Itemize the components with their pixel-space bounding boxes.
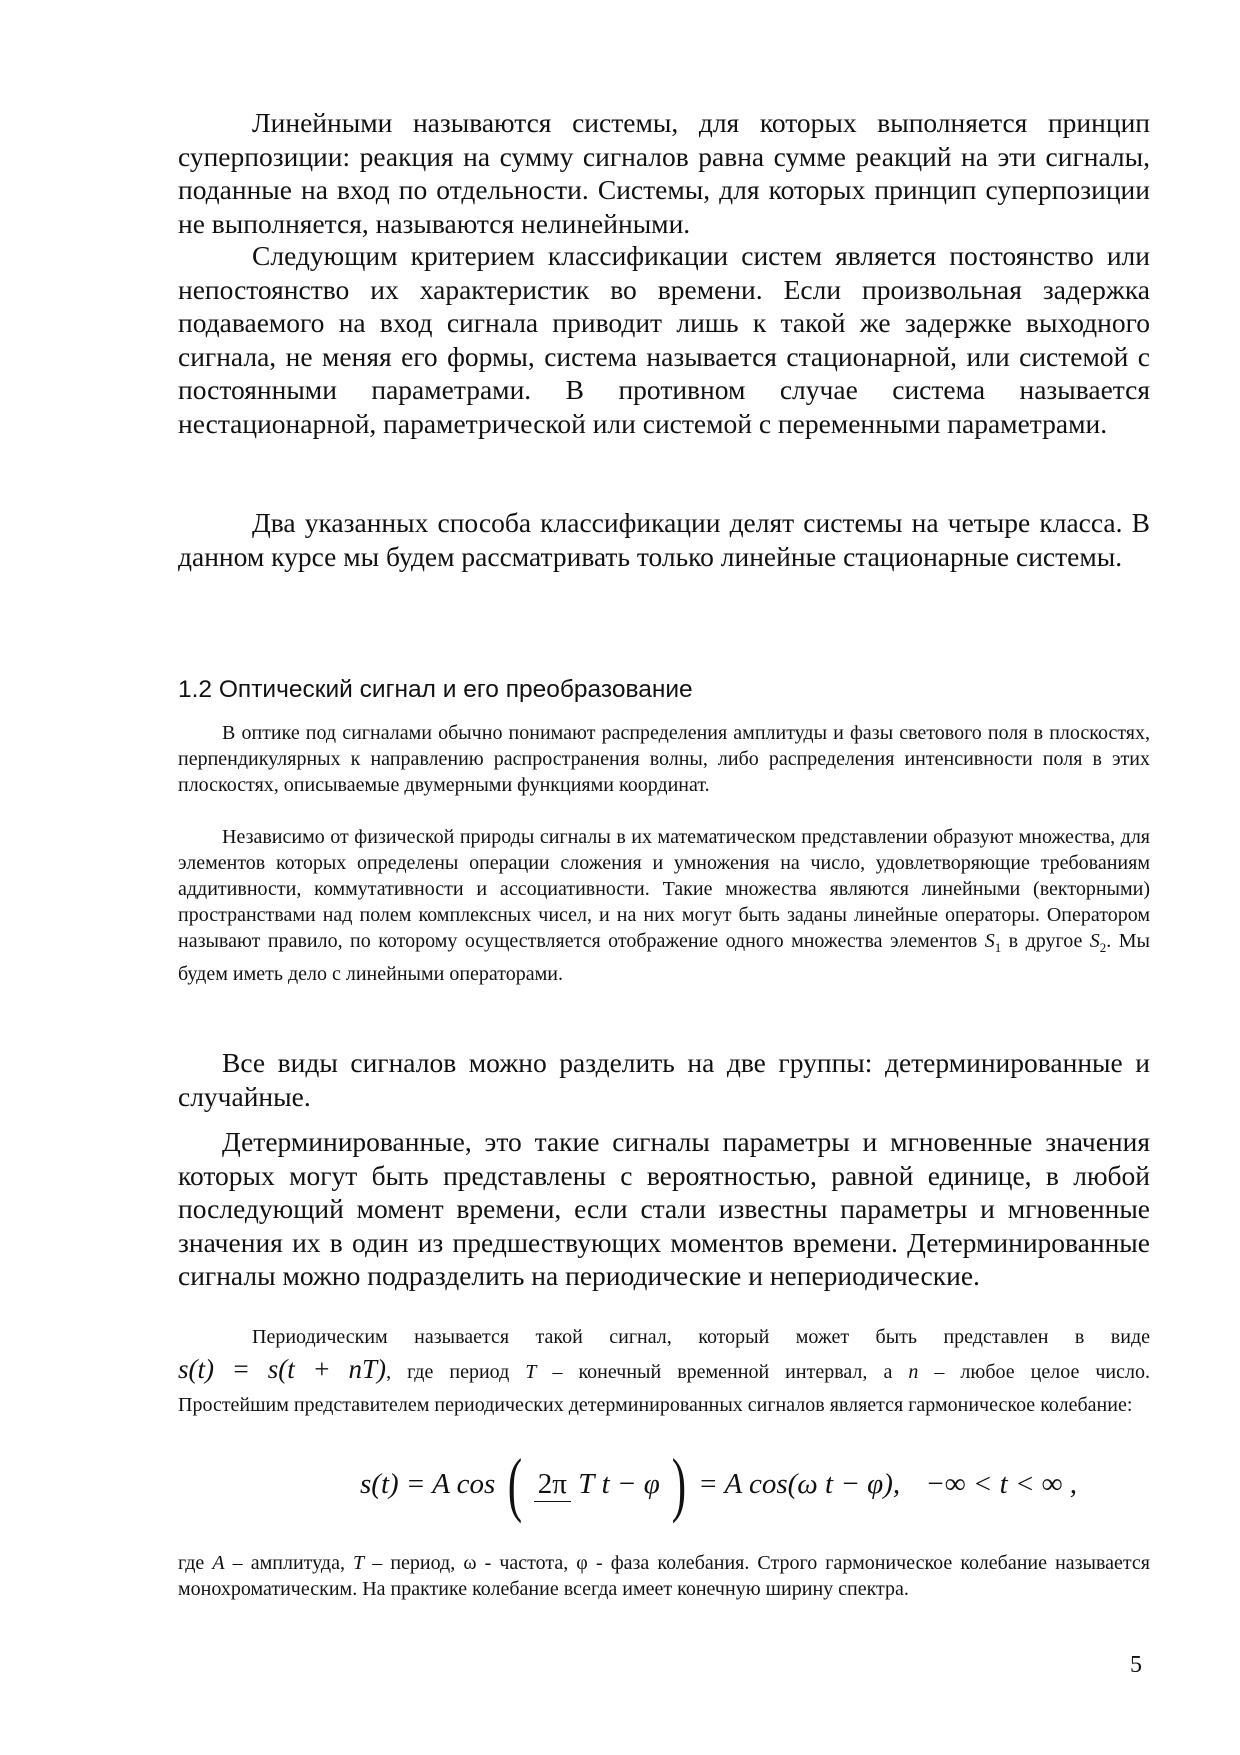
formula-range: −∞ < t < ∞ , bbox=[925, 1467, 1077, 1500]
formula-paren-open: ( bbox=[507, 1444, 522, 1524]
set-s2: S bbox=[1089, 930, 1100, 952]
periodic-line-1: Периодическим называется такой сигнал, который может быть представлен в виде bbox=[252, 1326, 1150, 1348]
periodic-line-2 bbox=[178, 1352, 1150, 1389]
formula-lhs: s(t) = A cos bbox=[360, 1467, 496, 1500]
paragraph-signal-groups: Все виды сигналов можно разделить на две группы: детерминированные и случайные. bbox=[178, 1047, 1150, 1112]
formula-fraction bbox=[534, 1466, 595, 1502]
paragraph-harmonic-definition bbox=[178, 1550, 1150, 1602]
formula-paren-close: ) bbox=[671, 1444, 687, 1524]
paragraph-classification: Два указанных способа классификации делят системы на четыре класса. В данном курсе мы будем рассматривать только линейные стационарные системы. bbox=[178, 507, 1150, 572]
inline-periodic-formula: s(t) = s(t + nT) bbox=[178, 1354, 387, 1384]
var-n: n bbox=[908, 1361, 919, 1383]
formula-after-fraction: t − φ bbox=[601, 1467, 660, 1500]
paragraph-stationary-systems: Следующим критерием классификации систем является постоянство или непостоянство их характеристик во времени. Если произвольная задержка подаваемого на вход сигнала приводит лишь к такой же задержке выходного сигнала, не меняя его формы, система называется стационарной, или системой с постоянными параметрами. В противном случае система называется нестационарной, параметрической или системой с переменными параметрами. bbox=[178, 240, 1150, 439]
final-text-b: – амплитуда, bbox=[224, 1552, 354, 1574]
paragraph-linear-systems: Линейными называются системы, для которых выполняется принцип суперпозиции: реакция на сумму сигналов равна сумме реакций на эти сигналы, поданные на вход по отдельности. Системы, для которых принцип суперпозиции не выполняется, называются нелинейными. bbox=[178, 107, 1150, 239]
set-s2-sub: 2 bbox=[1099, 940, 1107, 955]
periodic-text-c: – любое целое число. bbox=[918, 1361, 1150, 1383]
paragraph-optics-signals: В оптике под сигналами обычно понимают распределения амплитуды и фазы светового поля в плоскостях, перпендикулярных к направлению распространения волны, либо распределения интенсивности поля в этих плоскостях, описываемые двумерными функциями координат. bbox=[178, 722, 1150, 796]
paragraph-operators bbox=[178, 824, 1150, 987]
set-s1: S bbox=[984, 930, 995, 952]
periodic-text-a: , где период bbox=[386, 1361, 526, 1383]
periodic-line-3: Простейшим представителем периодических детерминированных сигналов является гармоническое колебание: bbox=[178, 1394, 1133, 1416]
page-number: 5 bbox=[1130, 1652, 1142, 1678]
set-s1-sub: 1 bbox=[994, 940, 1002, 955]
operators-text-mid: в другое bbox=[1001, 930, 1090, 952]
final-text-a: где bbox=[178, 1552, 213, 1574]
formula-rhs: = A cos(ω t − φ), bbox=[698, 1467, 901, 1500]
paragraph-deterministic: Детерминированные, это такие сигналы параметры и мгновенные значения которых могут быть представлены с вероятностью, равной единице, в любой последующий момент времени, если стали известны параметры и мгновенные значения их в один из предшествующих моментов времени. Детерминированные сигналы можно подразделить на периодические и непериодические. bbox=[178, 1126, 1150, 1291]
section-heading: 1.2 Оптический сигнал и его преобразование bbox=[178, 676, 693, 703]
var-A: A bbox=[212, 1552, 225, 1574]
var-T: T bbox=[525, 1361, 537, 1383]
harmonic-formula bbox=[360, 1444, 1077, 1534]
var-T-2: T bbox=[353, 1552, 365, 1574]
operators-text: Независимо от физической природы сигналы в их математическом представлении образуют множества, для элементов которых определены операции сложения и умножения на число, удовлетворяющие требованиям аддитивности, коммутативности и ассоциативности. Такие множества являются линейными (векторными) пространствами над полем комплексных чисел, и на них могут быть заданы линейные операторы. Оператором называют правило, по которому осуществляется отображение одного множества элементов bbox=[178, 826, 1150, 952]
operators-text-end: . Мы будем иметь дело с линейными операторами. bbox=[178, 930, 1150, 985]
formula-denominator: T bbox=[578, 1468, 595, 1501]
formula-numerator: 2π bbox=[534, 1467, 571, 1502]
final-text-c: – период, ω - частота, φ - фаза колебания. Строго гармоническое колебание называется монохроматическим. На практике колебание всегда имеет конечную ширину спектра. bbox=[178, 1552, 1150, 1600]
periodic-text-b: – конечный временной интервал, а bbox=[536, 1361, 909, 1383]
